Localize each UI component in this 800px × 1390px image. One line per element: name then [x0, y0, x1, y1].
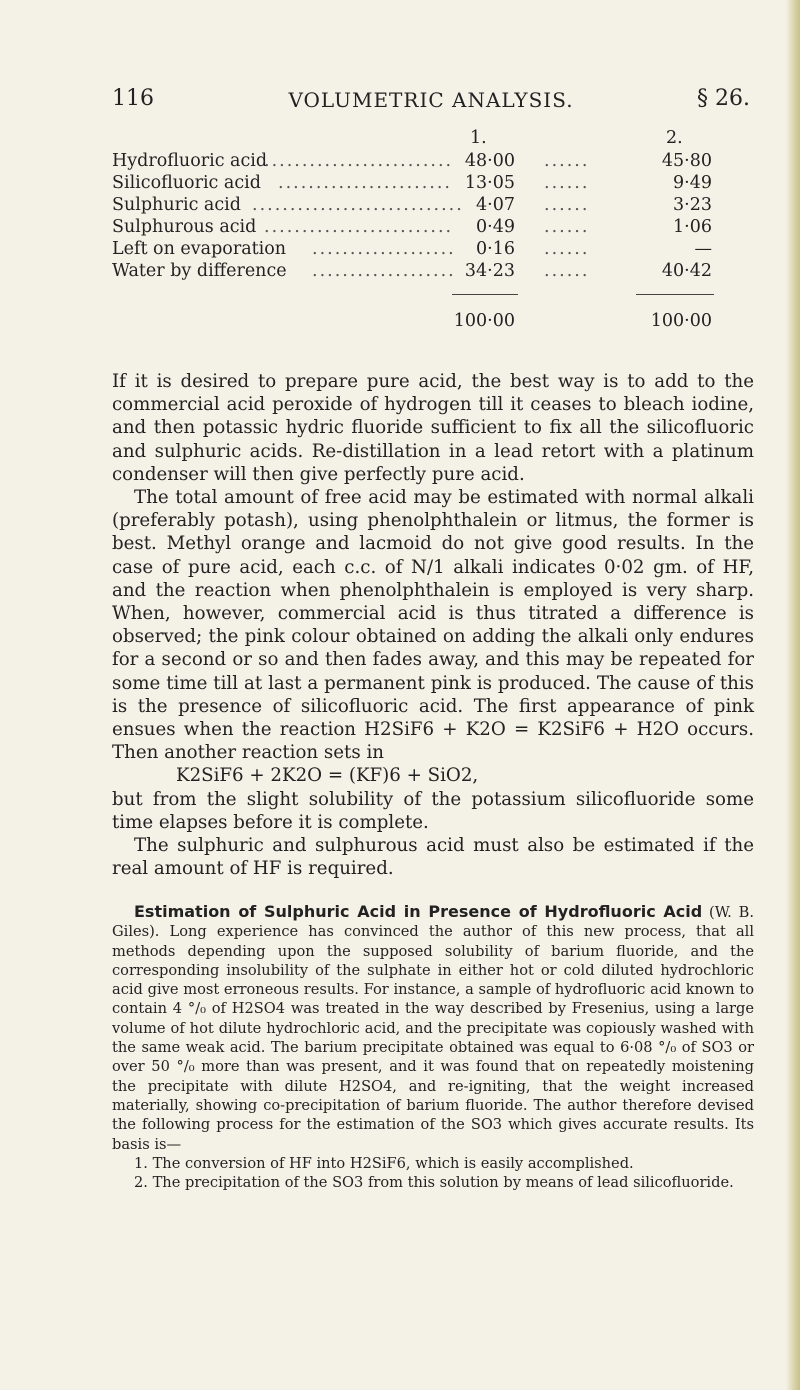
row-value-2: 3·23	[673, 195, 712, 215]
row-value-2: 40·42	[661, 261, 712, 281]
total-rule-1	[452, 294, 518, 295]
total-value-2: 100·00	[650, 311, 712, 331]
row-value-2: —	[694, 239, 712, 259]
leader-dots: ......	[544, 195, 590, 215]
row-label: Silicofluoric acid	[112, 173, 261, 193]
row-value-2: 45·80	[661, 151, 712, 171]
column-2-header: 2.	[666, 128, 683, 148]
paragraph-free-acid: The total amount of free acid may be estimated with normal alkali (preferably potash), using phenolphthalein or litmus, the former is best. Methyl orange and lacmoid do not give good results. In the case of pure acid, each c.c. of N/1 alkali indicates 0·02 gm. of HF, and the reaction when phenolphthalein is employed is very sharp. When, however, commercial acid is thus titrated a difference is observed; the pink colour obtained on adding the alkali only endures for a second or so and then fades away, and this may be repeated for some time till at last a permanent pink is produced. The cause of this is the presence of silicofluoric acid. The first appearance of pink ensues when the reaction H2SiF6 + K2O = K2SiF6 + H2O occurs. Then another reaction sets in	[112, 487, 754, 764]
table-row	[112, 260, 752, 282]
row-value-1: 34·23	[464, 261, 515, 281]
leader-dots: .......................	[278, 173, 452, 193]
column-1-header: 1.	[470, 128, 487, 148]
table-column-headers	[112, 128, 752, 150]
row-value-1: 0·49	[476, 217, 515, 237]
row-value-2: 9·49	[673, 173, 712, 193]
row-label: Water by difference	[112, 261, 287, 281]
section-number: § 26.	[697, 86, 750, 111]
leader-dots: ......	[544, 173, 590, 193]
composition-table	[112, 128, 752, 332]
leader-dots: ...................	[312, 261, 456, 281]
reaction-equation: K2SiF6 + 2K2O = (KF)6 + SiO2,	[176, 765, 479, 787]
row-label: Sulphuric acid	[112, 195, 241, 215]
table-total-row	[112, 310, 752, 332]
page-number: 116	[112, 86, 154, 111]
row-value-1: 13·05	[464, 173, 515, 193]
section-heading: Estimation of Sulphuric Acid in Presence of Hydrofluoric Acid	[134, 902, 703, 921]
paragraph-sulphurous: The sulphuric and sulphurous acid must also be estimated if the real amount of HF is required.	[112, 835, 754, 880]
page-edge	[786, 0, 800, 1390]
paragraph-solubility: but from the slight solubility of the potassium silicofluoride some time elapses before it is complete.	[112, 788, 754, 833]
total-rule-2	[636, 294, 714, 295]
row-value-1: 48·00	[464, 151, 515, 171]
leader-dots: ............................	[252, 195, 464, 215]
leader-dots: ...................	[312, 239, 456, 259]
leader-dots: ......	[544, 217, 590, 237]
leader-dots: ......	[544, 239, 590, 259]
list-item: 1. The conversion of HF into H2SiF6, which is easily accomplished.	[134, 1154, 634, 1172]
leader-dots: ......	[544, 151, 590, 171]
total-rules	[112, 282, 752, 310]
leader-dots: ......	[544, 261, 590, 281]
row-label: Sulphurous acid	[112, 217, 257, 237]
running-title: VOLUMETRIC ANALYSIS.	[288, 88, 574, 112]
paragraph-pure-acid: If it is desired to prepare pure acid, the best way is to add to the commercial acid peroxide of hydrogen till it ceases to bleach iodine, and then potassic hydric fluoride sufficient to fix all the silicofluoric and sulphuric acids. Re-distillation in a lead retort with a platinum condenser will then give perfectly pure acid.	[112, 371, 754, 485]
section-author: (W. B. Giles).	[112, 904, 754, 941]
row-label: Hydrofluoric acid	[112, 151, 268, 171]
row-value-2: 1·06	[673, 217, 712, 237]
row-value-1: 4·07	[476, 195, 515, 215]
paragraph-giles: Long experience has convinced the author of this new process, that all methods depending upon the supposed solubility of barium fluoride, and the corresponding insolubility of the sulphate in either hot or cold diluted hydrochloric acid give most erroneous results. For instance, a sample of hydrofluoric acid known to contain 4 °/₀ of H2SO4 was treated in the way described by Fresenius, using a large volume of hot dilute hydrochloric acid, and the precipitate was copiously washed with the same weak acid. The barium precipitate obtained was equal to 6·08 °/₀ of SO3 or over 50 °/₀ more than was present, and it was found that on repeatedly moistening the precipitate with dilute H2SO4, and re-igniting, that the weight increased materially, showing co-precipitation of barium fluoride. The author therefore devised the following process for the estimation of the SO3 which gives accurate results. Its basis is—	[112, 923, 754, 1153]
table-row	[112, 172, 752, 194]
table-row	[112, 150, 752, 172]
row-value-1: 0·16	[476, 239, 515, 259]
row-label: Left on evaporation	[112, 239, 287, 259]
list-item: 2. The precipitation of the SO3 from this solution by means of lead silicofluoride.	[134, 1174, 734, 1192]
leader-dots: .........................	[264, 151, 454, 171]
table-row	[112, 194, 752, 216]
table-row	[112, 238, 752, 260]
main-text	[112, 370, 754, 880]
section-sulphuric-estimation	[112, 902, 754, 1192]
page-header	[112, 86, 750, 120]
table-row	[112, 216, 752, 238]
total-value-1: 100·00	[453, 311, 515, 331]
leader-dots: .........................	[264, 217, 454, 237]
